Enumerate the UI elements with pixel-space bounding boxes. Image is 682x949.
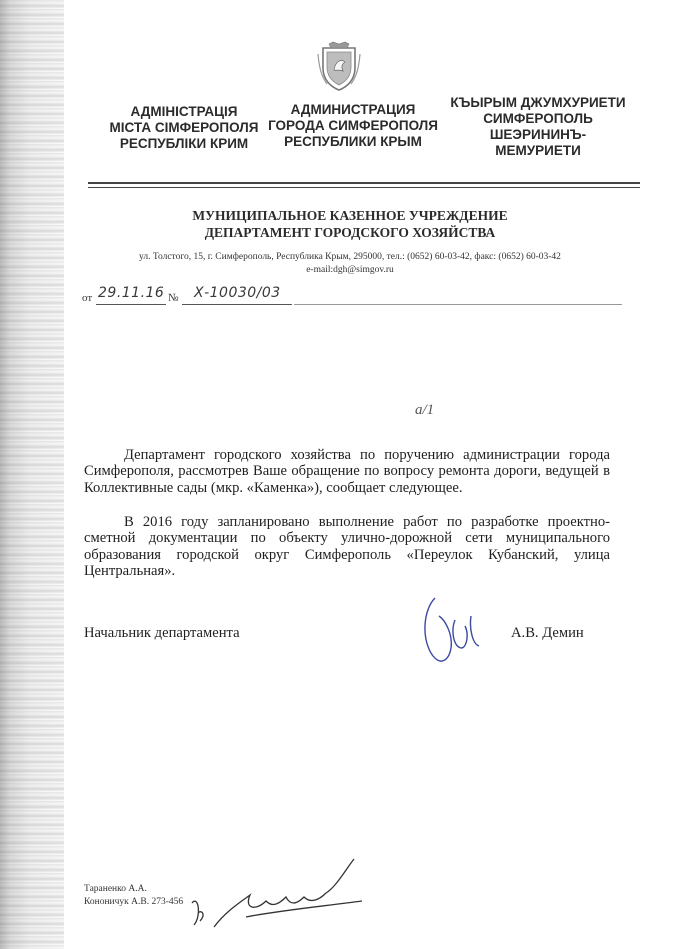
reference-rule [294, 304, 622, 305]
initials-signature [186, 855, 386, 935]
organization-name: МУНИЦИПАЛЬНОЕ КАЗЕННОЕ УЧРЕЖДЕНИЕ ДЕПАРТАМЕНТ ГОРОДСКОГО ХОЗЯЙСТВА [192, 208, 508, 240]
crimea-coat-of-arms-icon [317, 40, 361, 92]
scan-edge-shadow [0, 0, 64, 949]
reference-line [82, 285, 622, 309]
body-paragraph-1: Департамент городского хозяйства по поручению администрации города Симферополя, рассмотрев Ваше обращение по вопросу ремонта дороги, ведущей в Коллективные сады (мкр. «Каменка»), сообщает следующее. [84, 447, 610, 496]
header-divider-thick [88, 182, 640, 184]
margin-mark: а/1 [415, 402, 435, 418]
header-divider-thin [88, 187, 640, 188]
body-paragraph-2: В 2016 году запланировано выполнение работ по разработке проектно-сметной документации по объекту улично-дорожной сети муниципального образования городской округ Симферополь «Переулок Кубанский, улица Центральная». [84, 514, 610, 580]
number-underline [182, 304, 292, 305]
header-russian: АДМИНИСТРАЦИЯ ГОРОДА СИМФЕРОПОЛЯ РЕСПУБЛИКИ КРЫМ [268, 102, 438, 149]
executors-note: Тараненко А.А. Кононичук А.В. 273-456 [84, 884, 184, 907]
from-label: от [82, 292, 93, 304]
header-crimean-tatar: КЪЫРЫМ ДЖУМХУРИЕТИ СИМФЕРОПОЛЬ ШЕЭРИНИНЪ- МЕМУРИЕТИ [450, 95, 626, 158]
date-underline [96, 304, 166, 305]
reference-date: 29.11.16 [98, 285, 165, 301]
header-ukrainian: АДМІНІСТРАЦІЯ МІСТА СІМФЕРОПОЛЯ РЕСПУБЛІКИ КРИМ [109, 104, 259, 151]
number-label: № [168, 292, 179, 304]
signatory-position: Начальник департамента [84, 625, 240, 641]
director-signature [415, 590, 495, 670]
organization-address: ул. Толстого, 15, г. Симферополь, Республика Крым, 295000, тел.: (0652) 60-03-42, факс: (0652) 60-03-42 e-mail:dgh@simgov.ru [139, 252, 561, 275]
signatory-name: А.В. Демин [511, 625, 584, 641]
reference-number: Х-10030/03 [194, 285, 281, 301]
